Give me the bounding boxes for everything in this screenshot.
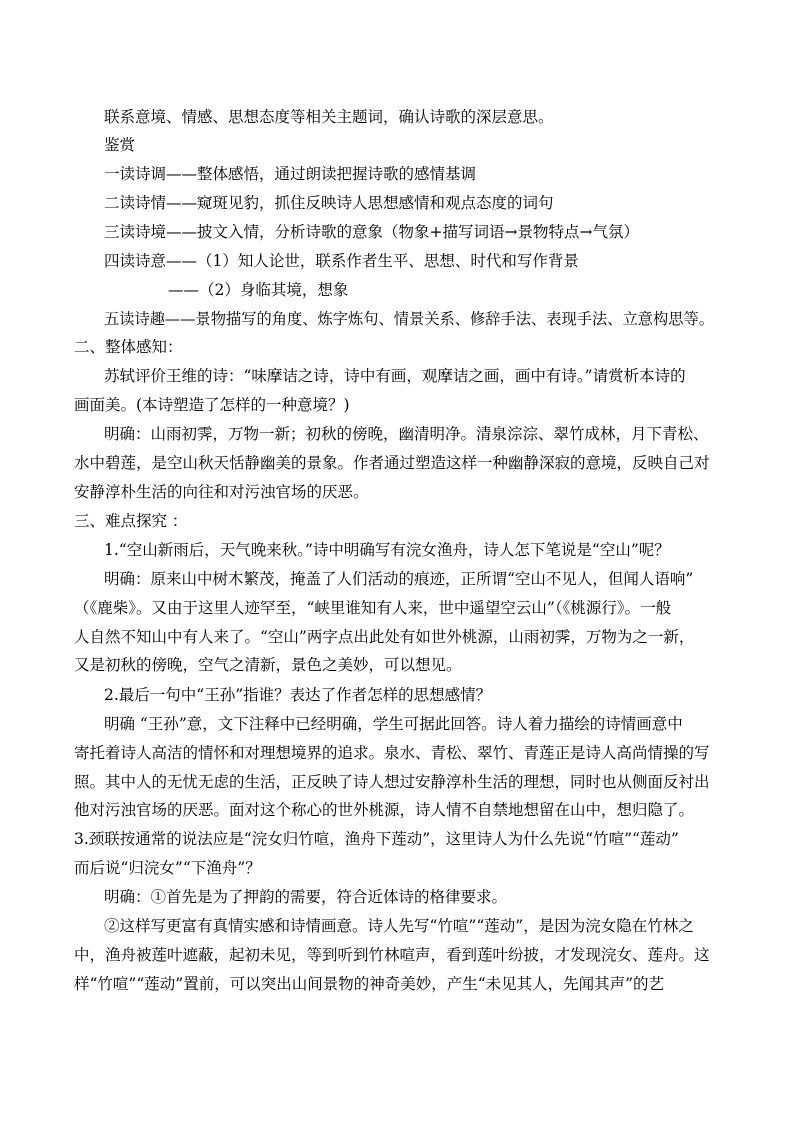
text-line: 又是初秋的傍晚，空气之清新，景色之美妙，可以想见。 xyxy=(74,656,462,674)
text-line: ②这样写更富有真情实感和诗情画意。诗人先写“竹喧”“莲动”，是因为浣女隐在竹林之 xyxy=(104,917,694,935)
text-line: 而后说“归浣女”“下渔舟”？ xyxy=(74,859,261,877)
text-line: 照。其中人的无忧无虑的生活，正反映了诗人想过安静淳朴生活的理想，同时也从侧面反衬出 xyxy=(74,773,710,791)
text-line: 样“竹喧”“莲动”置前，可以突出山间景物的神奇美妙，产生“未见其人，先闻其声”的艺 xyxy=(74,975,665,993)
text-line: 安静淳朴生活的向往和对污浊官场的厌恶。 xyxy=(74,483,369,501)
text-line: 他对污浊官场的厌恶。面对这个称心的世外桃源，诗人情不自禁地想留在山中，想归隐了。 xyxy=(74,801,695,819)
text-line: 寄托着诗人高洁的情怀和对理想境界的追求。泉水、青松、翠竹、青莲正是诗人高尚情操的写 xyxy=(74,744,710,762)
text-line: 明确 “王孙”意，文下注释中已经明确，学生可据此回答。诗人着力描绘的诗情画意中 xyxy=(104,715,683,733)
text-line: 苏轼评价王维的诗：“味摩诘之诗，诗中有画，观摩诘之画，画中有诗。”请赏析本诗的 xyxy=(104,367,686,385)
text-line: 三读诗境——披文入情，分析诗歌的意象（物象+描写词语→景物特点→气氛） xyxy=(104,223,639,241)
question-line: 1.“空山新雨后，天气晚来秋。”诗中明确写有浣女渔舟，诗人怎下笔说是“空山”呢？ xyxy=(104,541,670,559)
text-line: 画面美。(本诗塑造了怎样的一种意境？) xyxy=(74,396,350,414)
text-line: 四读诗意——（1）知人论世，联系作者生平、思想、时代和写作背景 xyxy=(104,252,579,270)
question-line: 2.最后一句中“王孙”指谁？表达了作者怎样的思想感情？ xyxy=(104,686,492,704)
section-heading: 三、难点探究 ： xyxy=(74,512,188,530)
text-line: 明确：①首先是为了押韵的需要，符合近体诗的格律要求。 xyxy=(104,888,508,906)
text-line: （《鹿柴》。又由于这里人迹罕至，“峡里谁知有人来，世中遥望空云山”（《桃源行》。一般 xyxy=(74,599,672,617)
text-line: 二读诗情——窥斑见豹，抓住反映诗人思想感情和观点态度的词句 xyxy=(104,194,554,212)
text-line: 鉴赏 xyxy=(104,136,136,154)
text-line: 中，渔舟被莲叶遮蔽，起初未见，等到听到竹林喧声，看到莲叶纷披，才发现浣女、莲舟。这 xyxy=(74,946,710,964)
text-line: 五读诗趣——景物描写的角度、炼字炼句、情景关系、修辞手法、表现手法、立意构思等。 xyxy=(104,310,714,328)
text-line: 明确：原来山中树木繁茂，掩盖了人们活动的痕迹，正所谓“空山不见人，但闻人语响” xyxy=(104,570,694,588)
question-line: 3.颈联按通常的说法应是“浣女归竹喧，渔舟下莲动”，这里诗人为什么先说“竹喧”“莲动” xyxy=(74,830,679,848)
text-line: 明确：山雨初霁，万物一新；初秋的傍晚，幽清明净。清泉淙淙、翠竹成林，月下青松、 xyxy=(104,425,709,443)
text-line: 一读诗调——整体感悟，通过朗读把握诗歌的感情基调 xyxy=(104,165,477,183)
section-heading: 二、整体感知： xyxy=(74,338,183,356)
text-line: 联系意境、情感、思想态度等相关主题词，确认诗歌的深层意思。 xyxy=(104,108,554,126)
text-line: 人自然不知山中有人来了。“空山”两字点出此处有如世外桃源，山雨初霁，万物为之一新， xyxy=(74,628,695,646)
text-line: 水中碧莲，是空山秋天恬静幽美的景象。作者通过塑造这样一种幽静深寂的意境，反映自己对 xyxy=(74,454,710,472)
text-line: ——（2）身临其境，想象 xyxy=(168,281,349,299)
